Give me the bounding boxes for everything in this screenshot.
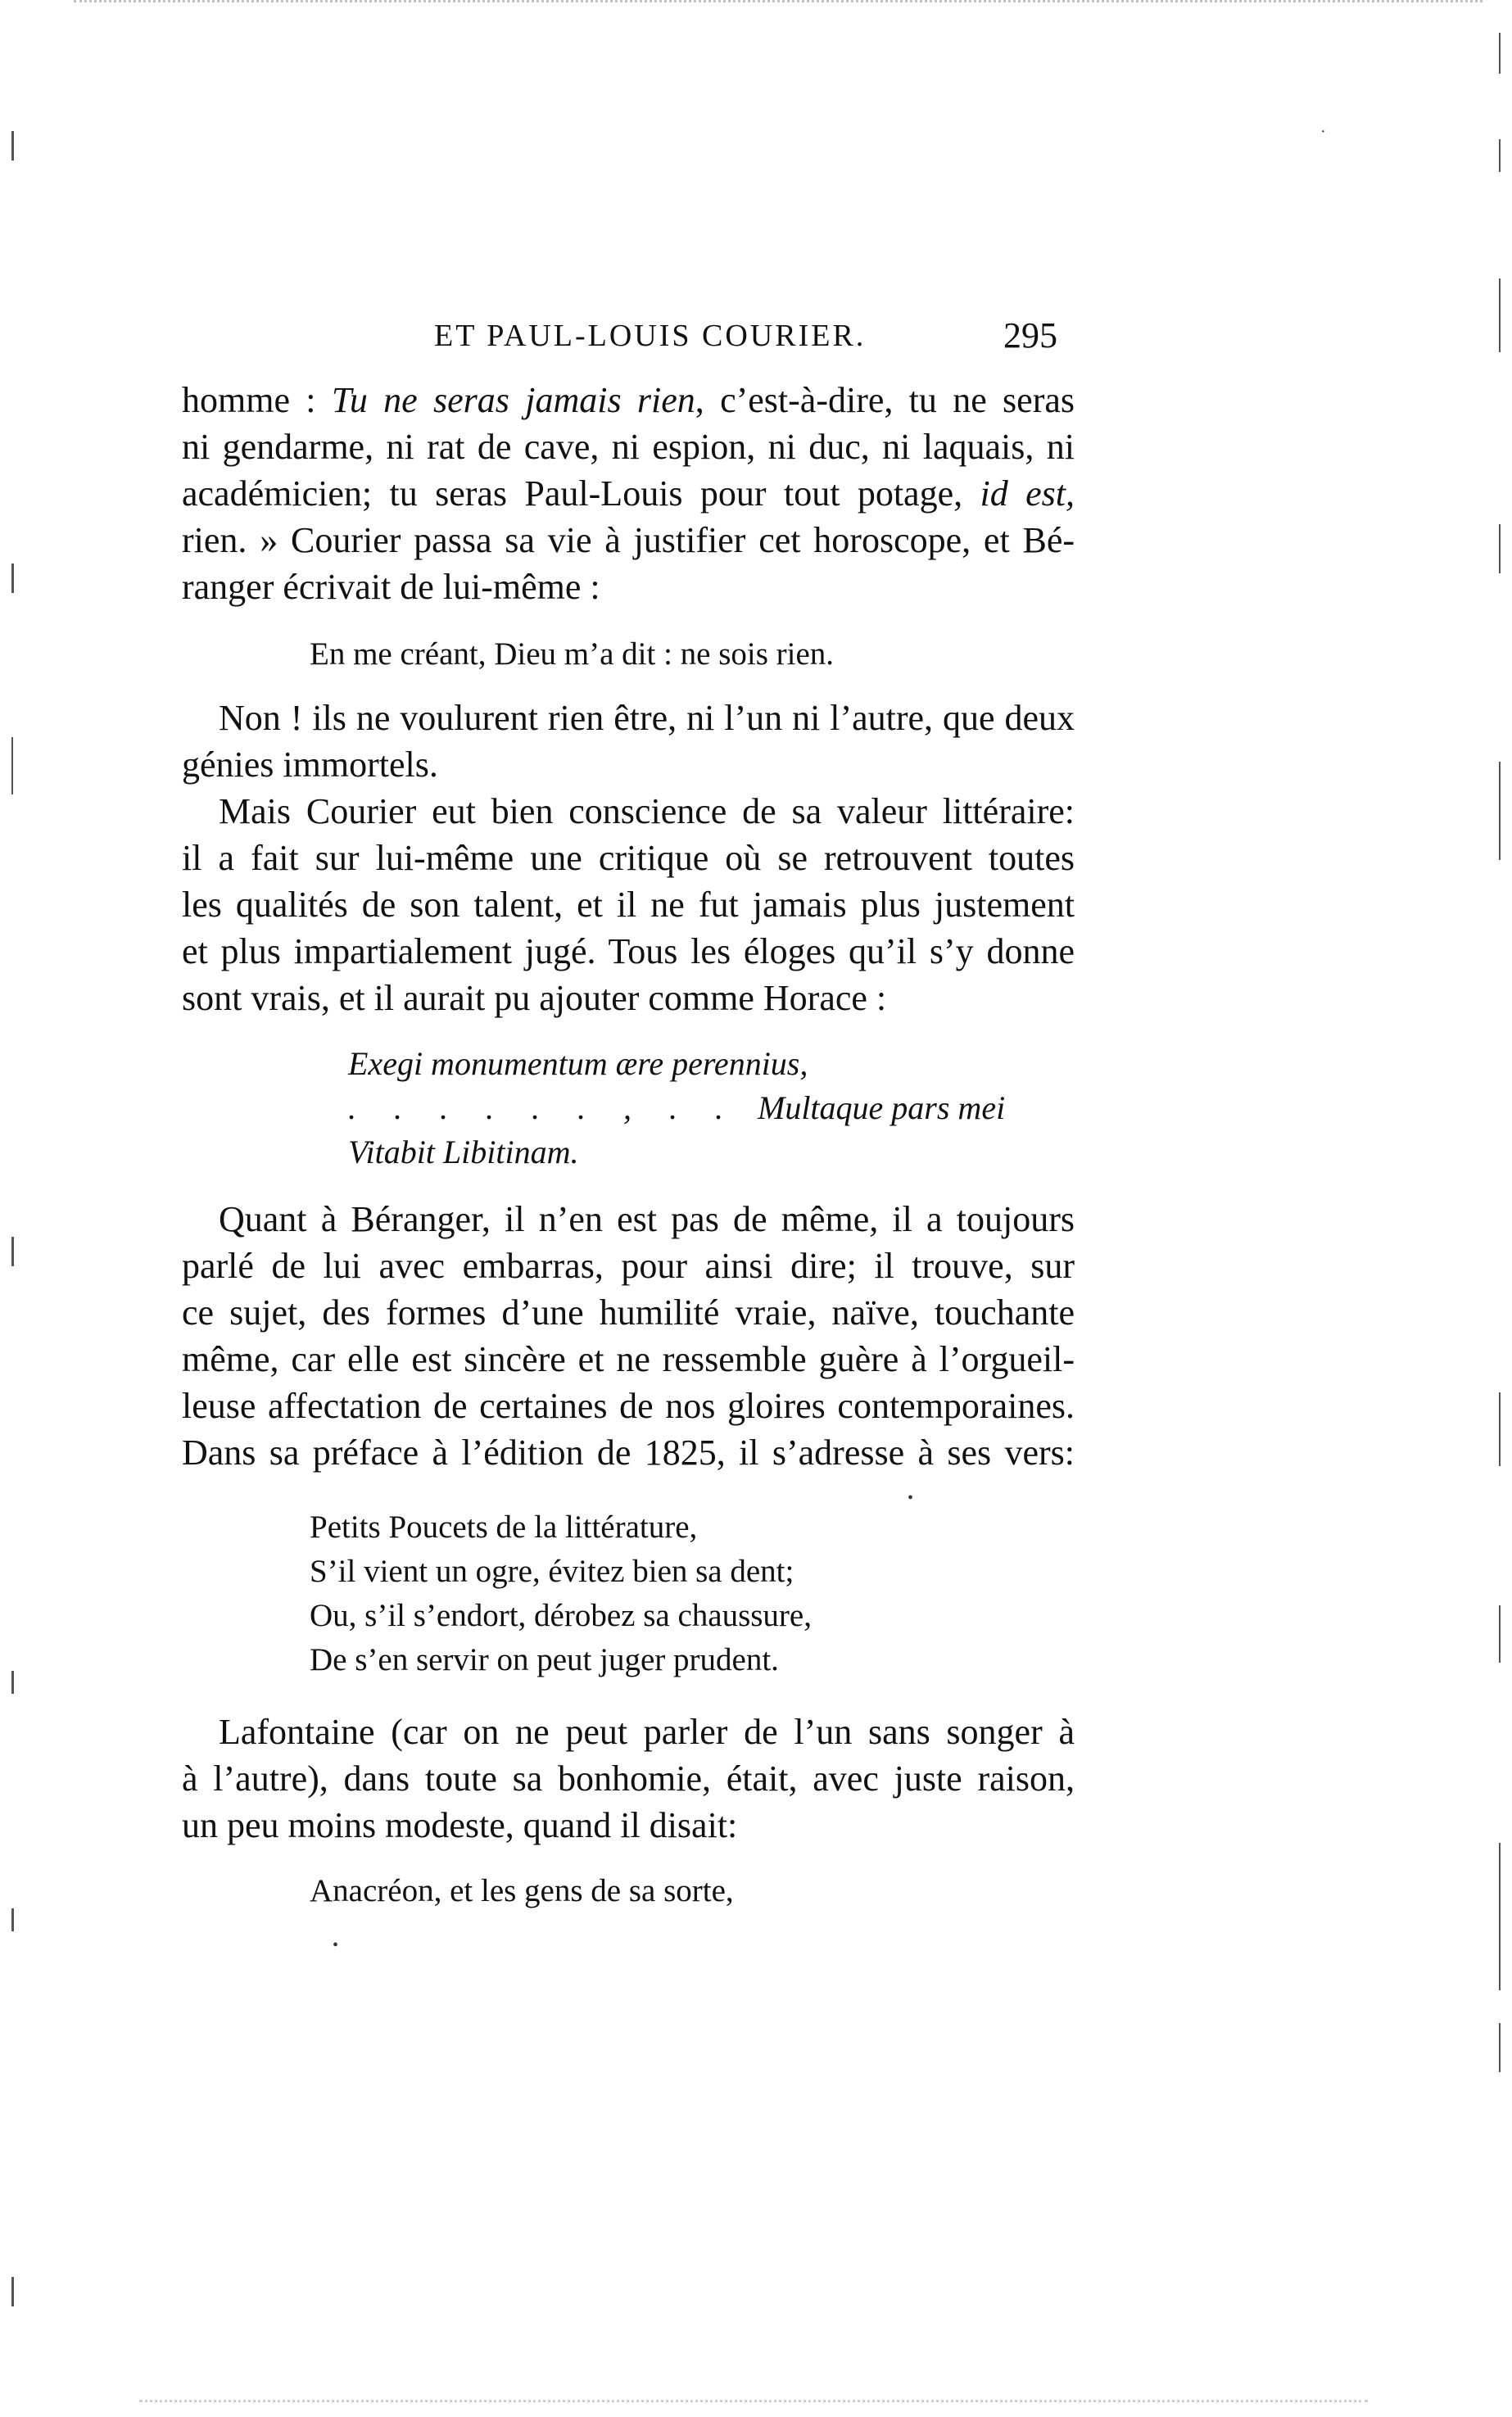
verse-line: Petits Poucets de la littérature, [310,1509,698,1545]
verse-text: Multaque pars mei [758,1089,1006,1126]
text-line: et plus impartialement jugé. Tous les éloges qu’il s’y donne [182,931,1075,971]
scan-speck: • [908,1489,914,1507]
horace-quote [348,1042,1005,1175]
text-line: ni gendarme, ni rat de cave, ni espion, ni duc, ni laquais, ni [182,427,1075,467]
verse-line: Anacréon, et les gens de sa sorte, [310,1873,734,1908]
margin-mark [1499,524,1501,573]
text-line: parlé de lui avec embarras, pour ainsi dire; il trouve, sur [182,1246,1075,1286]
scan-speck: · [1320,123,1326,141]
line-text: homme : [182,380,332,420]
text-line: Mais Courier eut bien conscience de sa valeur littéraire: [219,791,1075,831]
verse-line [348,1086,1005,1130]
verse-line: Vitabit Libitinam. [348,1134,579,1170]
paragraph-4 [182,1196,1075,1476]
text-line: il a fait sur lui-même une critique où se retrouvent toutes [182,838,1075,878]
text-line: à l’autre), dans toute sa bonhomie, était, avec juste raison, [182,1758,1075,1799]
scan-speck: • [333,1936,339,1954]
verse-petits-poucets [310,1505,812,1682]
text-line: rien. » Courier passa sa vie à justifier cet horoscope, et Bé- [182,520,1075,560]
scan-edge-top [74,0,1483,6]
scan-edge-bottom [139,2400,1368,2406]
text-line: Lafontaine (car on ne peut parler de l’un sans songer à [219,1712,1075,1752]
text-line: ranger écrivait de lui-même : [182,567,600,607]
margin-mark [1499,139,1501,172]
margin-mark [11,1237,14,1266]
margin-mark [11,1908,14,1931]
quote-lafontaine [310,1869,734,1913]
text-line [182,470,1075,517]
italic-latin: id est, [980,473,1075,514]
verse-line: S’il vient un ogre, évitez bien sa dent; [310,1554,794,1589]
margin-mark [1499,762,1501,860]
margin-mark [1499,1843,1501,1990]
text-line: un peu moins modeste, quand il disait: [182,1805,738,1845]
paragraph-5 [182,1709,1075,1849]
margin-mark [11,1671,14,1694]
line-text: , c’est-à-dire, tu ne seras [695,380,1075,420]
text-line: les qualités de son talent, et il ne fut jamais plus justement [182,885,1075,925]
text-line: Quant à Béranger, il n’en est pas de même, il a toujours [219,1199,1075,1239]
margin-mark [11,737,13,794]
paragraph-3 [182,788,1075,1021]
running-title: ET PAUL-LOUIS COURIER. [434,319,867,353]
text-line: Dans sa préface à l’édition de 1825, il s’adresse à ses vers: [182,1433,1075,1473]
verse-line: De s’en servir on peut juger prudent. [310,1642,779,1677]
text-line [182,377,1075,423]
text-line: sont vrais, et il aurait pu ajouter comme Horace : [182,978,887,1018]
text-line: ce sujet, des formes d’une humilité vraie, naïve, touchante [182,1292,1075,1333]
page-number: 295 [1003,315,1057,355]
margin-mark [11,131,14,161]
italic-quote: Tu ne seras jamais rien [331,380,695,420]
margin-mark [11,2277,14,2306]
text-line: génies immortels. [182,745,438,785]
quote-beranger [310,632,834,677]
verse-line: En me créant, Dieu m’a dit : ne sois rien. [310,636,835,672]
ellipsis-dots: . . . . . . , . . [348,1089,738,1126]
margin-mark [1499,1605,1501,1663]
text-line: même, car elle est sincère et ne ressemble guère à l’orgueil- [182,1339,1075,1379]
margin-mark [1499,2023,1501,2072]
verse-line: Ou, s’il s’endort, dérobez sa chaussure, [310,1598,812,1633]
line-text: académicien; tu seras Paul-Louis pour tout potage, [182,473,980,514]
margin-mark [1499,33,1501,74]
margin-mark [11,564,14,593]
verse-line: Exegi monumentum ære perennius, [348,1045,808,1082]
paragraph-2 [182,695,1075,788]
paragraph-1 [182,377,1075,610]
margin-mark [1499,1392,1501,1466]
margin-mark [1499,278,1501,352]
text-line: Non ! ils ne voulurent rien être, ni l’un ni l’autre, que deux [219,698,1075,738]
text-line: leuse affectation de certaines de nos gloires contemporaines. [182,1386,1075,1426]
